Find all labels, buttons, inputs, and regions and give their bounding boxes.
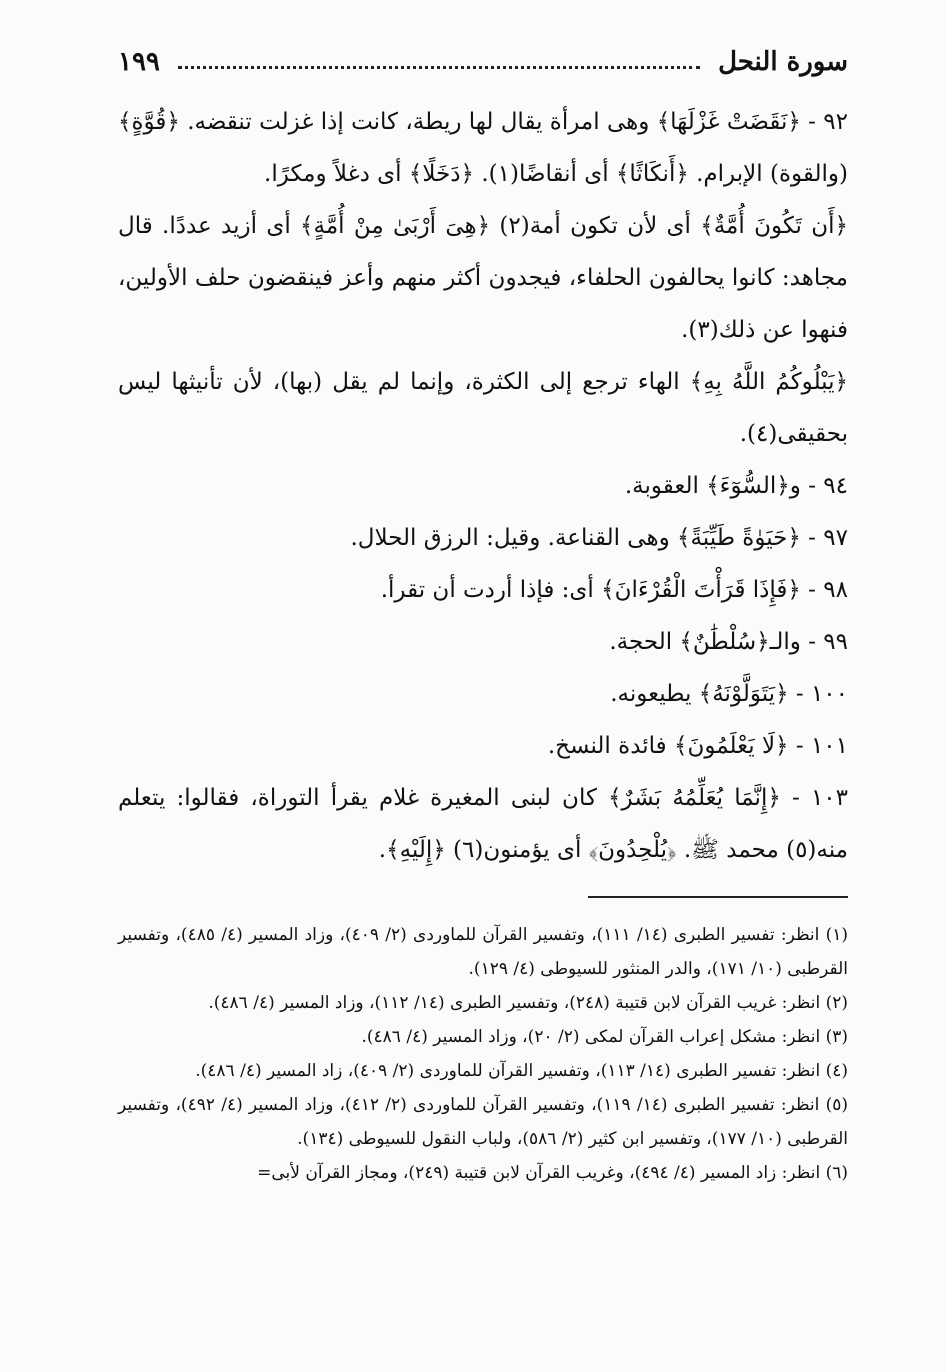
surah-title: سورة النحل — [718, 47, 848, 77]
paragraph: ١٠٠ - ﴿يَتَوَلَّوْنَهُ﴾ يطيعونه. — [610, 681, 848, 707]
page-number: ١٩٩ — [118, 47, 160, 77]
paragraph: ٩٤ - و﴿السُّوٓءَ﴾ العقوبة. — [624, 473, 848, 499]
paragraph: ٩٨ - ﴿فَإِذَا قَرَأْتَ الْقُرْءَانَ﴾ أى: فإذا أردت أن تقرأ. — [380, 577, 848, 603]
paragraph: ﴿أَن تَكُونَ أُمَّةٌ﴾ أى لأن تكون أمة(٢) ﴿هِىَ أَرْبَىٰ مِنْ أُمَّةٍ﴾ أى أزيد عددًا. قال مجاهد: كانوا يحالفون الحلفاء، فيجدون أكثر منهم وأعز فينقضون حلف الأولين، فنهوا عن ذلك(٣). — [118, 213, 848, 343]
paragraph: ٩٩ - والـ﴿سُلْطَٰنٌ﴾ الحجة. — [609, 629, 848, 655]
footnote: (٥) انظر: تفسير الطبرى (١٤/ ١١٩)، وتفسير القرآن للماوردى (٢/ ٤١٢)، وزاد المسير (٤/ ٤٩٢)، وتفسير القرطبى (١٠/ ١٧٧)، وتفسير ابن كثير (٢/ ٥٨٦)، ولباب النقول للسيوطى (١٣٤). — [118, 1095, 849, 1149]
paragraph: ٩٢ - ﴿نَقَضَتْ غَزْلَهَا﴾ وهى امرأة يقال لها ريطة، كانت إذا غزلت تنقضه. ﴿قُوَّةٍ﴾ (والقوة) الإبرام. ﴿أَنكَاثًا﴾ أى أنقاضًا(١). ﴿دَخَلًا﴾ أى دغلاً ومكرًا. — [118, 109, 848, 187]
footnotes — [118, 918, 848, 1190]
main-text — [118, 96, 848, 876]
paragraph: ١٠٣ - ﴿إِنَّمَا يُعَلِّمُهُ بَشَرٌ﴾ كان لبنى المغيرة غلام يقرأ التوراة، فقالوا: يتعلم منه(٥) محمد ﷺ. ﴿يُلْحِدُونَ﴾ أى يؤمنون(٦) ﴿إِلَيْهِ﴾. — [118, 785, 848, 863]
page — [118, 40, 848, 1190]
footnote: (٣) انظر: مشكل إعراب القرآن لمكى (٢/ ٢٠)، وزاد المسير (٤/ ٤٨٦). — [361, 1027, 848, 1047]
footnote: (١) انظر: تفسير الطبرى (١٤/ ١١١)، وتفسير القرآن للماوردى (٢/ ٤٠٩)، وزاد المسير (٤/ ٤٨٥)، وتفسير القرطبى (١٠/ ١٧١)، والدر المنثور للسيوطى (٤/ ١٢٩). — [118, 925, 849, 979]
paragraph: ١٠١ - ﴿لَا يَعْلَمُونَ﴾ فائدة النسخ. — [547, 733, 848, 759]
page-header — [118, 40, 848, 84]
footnote: (٢) انظر: غريب القرآن لابن قتيبة (٢٤٨)، وتفسير الطبرى (١٤/ ١١٢)، وزاد المسير (٤/ ٤٨٦). — [208, 993, 848, 1013]
footnote: (٦) انظر: زاد المسير (٤/ ٤٩٤)، وغريب القرآن لابن قتيبة (٢٤٩)، ومجاز القرآن لأبى= — [257, 1163, 848, 1183]
paragraph: ٩٧ - ﴿حَيَوٰةً طَيِّبَةً﴾ وهى القناعة. وقيل: الرزق الحلال. — [350, 525, 848, 551]
header-dotted-leader — [178, 56, 700, 69]
footnote: (٤) انظر: تفسير الطبرى (١٤/ ١١٣)، وتفسير القرآن للماوردى (٢/ ٤٠٩)، زاد المسير (٤/ ٤٨٦). — [195, 1061, 848, 1081]
footnote-divider — [588, 896, 848, 898]
paragraph: ﴿يَبْلُوكُمُ اللَّهُ بِهِ﴾ الهاء ترجع إلى الكثرة، وإنما لم يقل (بها)، لأن تأنيثها ليس بحقيقى(٤). — [118, 369, 848, 447]
